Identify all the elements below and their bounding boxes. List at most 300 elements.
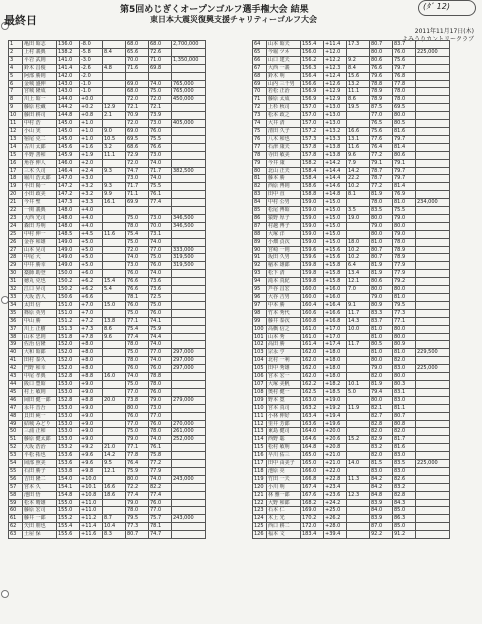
cell-score: +9.6 (80, 460, 103, 468)
cell-rank: 40 (9, 349, 23, 357)
cell-prize (416, 222, 450, 230)
cell-f2: 76.4 (126, 460, 149, 468)
cell-f1 (103, 270, 126, 278)
cell-rank: 86 (253, 214, 267, 222)
cell-f3: 83.0 (393, 467, 416, 475)
cell-score: +8.0 (80, 357, 103, 365)
table-row (253, 294, 450, 302)
cell-f1: 12.9 (103, 104, 126, 112)
cell-score: +18.5 (324, 388, 347, 396)
cell-f2: 69.0 (126, 80, 149, 88)
cell-f2: 72.0 (126, 96, 149, 104)
cell-total: 158.4 (301, 175, 324, 183)
cell-f1 (103, 207, 126, 215)
cell-name: 八木 和也 (267, 135, 301, 143)
cell-score: +13.8 (324, 151, 347, 159)
cell-name: 金城 盛伸 (23, 80, 57, 88)
cell-name: 岡田 健一郎 (23, 396, 57, 404)
cell-f3: 74.7 (149, 531, 172, 539)
cell-f1 (347, 420, 370, 428)
cell-rank: 102 (253, 341, 267, 349)
cell-prize (172, 483, 206, 491)
cell-total: 166.8 (301, 475, 324, 483)
cell-prize: 297,000 (172, 365, 206, 373)
cell-rank: 12 (9, 127, 23, 135)
table-row (253, 317, 450, 325)
cell-rank: 85 (253, 207, 267, 215)
cell-f1: 8.1 (347, 191, 370, 199)
cell-rank: 95 (253, 286, 267, 294)
cell-total: 158.2 (301, 159, 324, 167)
table-row (253, 270, 450, 278)
cell-name: 中村 伸一 (23, 230, 57, 238)
cell-f1: 20.0 (103, 396, 126, 404)
cell-f2: 80.7 (370, 254, 393, 262)
cell-f1: 2.1 (103, 112, 126, 120)
cell-name: 池原 亮 (267, 467, 301, 475)
cell-name: 小林 伸好 (267, 412, 301, 420)
cell-f3: 71.7 (149, 167, 172, 175)
cell-name: 平田 陽一 (23, 183, 57, 191)
table-row (9, 388, 206, 396)
cell-prize (416, 491, 450, 499)
cell-name: 亀田 昭志 (23, 41, 57, 49)
cell-f1: 11.7 (347, 309, 370, 317)
cell-rank: 104 (253, 357, 267, 365)
cell-name: 田村 泰久 (23, 357, 57, 365)
table-row (9, 452, 206, 460)
cell-f1 (347, 452, 370, 460)
cell-f1 (103, 507, 126, 515)
cell-f3: 74.1 (149, 317, 172, 325)
cell-name: 小川 明 (267, 483, 301, 491)
cell-rank: 76 (253, 135, 267, 143)
cell-rank: 96 (253, 294, 267, 302)
cell-f3: 76.6 (149, 143, 172, 151)
cell-score: +9.0 (80, 380, 103, 388)
cell-f2: 75.0 (126, 309, 149, 317)
cell-total: 161.0 (301, 333, 324, 341)
cell-total: 153.0 (57, 412, 80, 420)
table-row (253, 175, 450, 183)
results-table-left (8, 40, 206, 539)
cell-total: 159.8 (301, 262, 324, 270)
cell-prize (172, 388, 206, 396)
cell-prize (416, 64, 450, 72)
cell-f1: 15.0 (103, 301, 126, 309)
cell-f2: 75.0 (126, 214, 149, 222)
cell-score: +2.0 (80, 159, 103, 167)
cell-total: 148.0 (57, 222, 80, 230)
cell-rank: 2 (9, 48, 23, 56)
cell-rank: 21 (9, 199, 23, 207)
cell-f1: 7.9 (347, 159, 370, 167)
cell-name: 稲本 雄郎 (267, 262, 301, 270)
cell-rank: 100 (253, 325, 267, 333)
cell-rank: 80 (253, 167, 267, 175)
cell-total: 153.0 (57, 428, 80, 436)
cell-f1 (347, 428, 370, 436)
cell-f2: 76.6 (370, 64, 393, 72)
cell-f3: 81.0 (393, 199, 416, 207)
cell-score: +15.6 (324, 254, 347, 262)
cell-f3: 72.6 (149, 48, 172, 56)
cell-name: 村上 敏則 (23, 388, 57, 396)
cell-rank: 19 (9, 183, 23, 191)
cell-rank: 119 (253, 475, 267, 483)
cell-f2: 87.0 (370, 523, 393, 531)
cell-f1 (347, 483, 370, 491)
cell-rank: 91 (253, 254, 267, 262)
cell-rank: 107 (253, 380, 267, 388)
cell-prize: 2,700,000 (172, 41, 206, 49)
cell-f2: 78.9 (370, 96, 393, 104)
cell-total: 156.4 (301, 72, 324, 80)
cell-f3: 81.0 (393, 294, 416, 302)
cell-score: +20.8 (324, 444, 347, 452)
cell-name: 小田 政美 (23, 191, 57, 199)
cell-f1: 10.0 (347, 325, 370, 333)
cell-prize (172, 341, 206, 349)
cell-name: 大西 光司 (23, 214, 57, 222)
cell-prize (172, 135, 206, 143)
cell-f3: 78.8 (149, 373, 172, 381)
table-row (253, 341, 450, 349)
cell-score: +14.8 (324, 191, 347, 199)
cell-f3: 81.0 (393, 349, 416, 357)
cell-rank: 61 (9, 515, 23, 523)
cell-f3: 79.5 (393, 301, 416, 309)
table-row (253, 388, 450, 396)
cell-rank: 62 (9, 523, 23, 531)
table-row (253, 396, 450, 404)
cell-name: 中村 公男 (267, 199, 301, 207)
cell-f3: 83.0 (393, 365, 416, 373)
cell-score: +13.0 (324, 112, 347, 120)
cell-score: +9.2 (80, 444, 103, 452)
cell-rank: 38 (9, 333, 23, 341)
cell-name: 三浦 正和 (23, 428, 57, 436)
cell-f1 (103, 436, 126, 444)
cell-name: 中村 浩 (23, 120, 57, 128)
cell-score: +7.0 (80, 309, 103, 317)
cell-prize (416, 388, 450, 396)
cell-f1 (347, 349, 370, 357)
results-table-right (252, 40, 450, 539)
cell-rank: 7 (9, 88, 23, 96)
cell-rank: 22 (9, 207, 23, 215)
cell-score: +1.0 (80, 135, 103, 143)
cell-name: 宮本 久 (23, 483, 57, 491)
cell-f2: 81.9 (370, 191, 393, 199)
cell-f1: 9.3 (103, 167, 126, 175)
cell-f3: 83.5 (393, 460, 416, 468)
cell-f3: 81.1 (393, 404, 416, 412)
cell-name: 宿尾 克二 (23, 135, 57, 143)
cell-f2: 70.9 (126, 112, 149, 120)
table-row (9, 294, 206, 302)
cell-prize (416, 428, 450, 436)
cell-prize: 225,000 (416, 48, 450, 56)
cell-name: 石本 仁 (267, 507, 301, 515)
cell-f1 (103, 404, 126, 412)
table-row (253, 135, 450, 143)
cell-prize: 319,500 (172, 254, 206, 262)
table-row (253, 420, 450, 428)
cell-name: 阿部 勝則 (23, 72, 57, 80)
cell-f2: 81.0 (370, 333, 393, 341)
cell-score: +13.0 (324, 104, 347, 112)
cell-score: +13.8 (324, 143, 347, 151)
table-row (253, 404, 450, 412)
cell-name: 山口 建夫 (267, 56, 301, 64)
cell-total: 162.0 (301, 357, 324, 365)
table-row (9, 436, 206, 444)
table-row (253, 499, 450, 507)
cell-total: 141.0 (57, 56, 80, 64)
cell-name: 藤原 太成 (267, 96, 301, 104)
cell-f2: 83.0 (370, 467, 393, 475)
cell-f2: 82.0 (370, 373, 393, 381)
cell-prize (416, 80, 450, 88)
cell-name: 松本 政之 (267, 112, 301, 120)
cell-name: 西口 耕二 (267, 523, 301, 531)
cell-f3: 81.6 (393, 444, 416, 452)
cell-f2: 73.0 (126, 262, 149, 270)
cell-f1: 17.3 (347, 41, 370, 49)
cell-f3: 73.6 (149, 286, 172, 294)
cell-score: +1.6 (80, 143, 103, 151)
cell-score: +3.0 (80, 175, 103, 183)
cell-score: +15.8 (324, 270, 347, 278)
cell-f3: 76.8 (393, 72, 416, 80)
cell-rank: 54 (9, 460, 23, 468)
cell-f1: 9.9 (103, 191, 126, 199)
cell-prize (172, 175, 206, 183)
cell-name: 永井 晋吾 (23, 404, 57, 412)
cell-name: 林 雅一郎 (267, 491, 301, 499)
cell-total: 158.8 (301, 191, 324, 199)
cell-prize (416, 436, 450, 444)
table-row (9, 112, 206, 120)
cell-score: +22.8 (324, 475, 347, 483)
cell-name: 土屋 保 (23, 531, 57, 539)
cell-name: 篠原 英男 (23, 309, 57, 317)
cell-score: +13.0 (324, 120, 347, 128)
cell-f2: 76.0 (126, 365, 149, 373)
cell-prize: 252,000 (172, 436, 206, 444)
cell-f2: 78.0 (370, 199, 393, 207)
cell-total: 162.0 (301, 365, 324, 373)
cell-rank: 94 (253, 278, 267, 286)
cell-total: 153.8 (57, 467, 80, 475)
cell-f3: 82.0 (393, 428, 416, 436)
cell-total: 159.0 (301, 222, 324, 230)
cell-name: 早川 佑三 (267, 452, 301, 460)
cell-f3: 68.0 (149, 41, 172, 49)
cell-name: 太田 信 (23, 301, 57, 309)
cell-prize (416, 420, 450, 428)
cell-f1: 18.6 (103, 491, 126, 499)
table-row (9, 483, 206, 491)
cell-total: 149.0 (57, 262, 80, 270)
cell-prize: 382,500 (172, 167, 206, 175)
cell-name: 鈴木 昌俊 (23, 64, 57, 72)
cell-score: +20.6 (324, 436, 347, 444)
cell-f3: 80.0 (393, 373, 416, 381)
cell-f3: 74.0 (149, 436, 172, 444)
cell-name: 森田 寿明 (23, 222, 57, 230)
cell-prize (416, 515, 450, 523)
table-row (9, 499, 206, 507)
cell-f2: 77.0 (126, 388, 149, 396)
cell-total: 143.0 (57, 80, 80, 88)
cell-prize (172, 325, 206, 333)
cell-f3: 76.1 (149, 191, 172, 199)
cell-f1 (347, 396, 370, 404)
cell-f2: 76.6 (126, 286, 149, 294)
cell-f3: 83.0 (393, 396, 416, 404)
cell-total: 166.0 (301, 467, 324, 475)
cell-rank: 114 (253, 436, 267, 444)
cell-f3: 77.0 (149, 507, 172, 515)
table-row (253, 262, 450, 270)
cell-f2: 76.6 (126, 278, 149, 286)
cell-rank: 36 (9, 317, 23, 325)
cell-name: 今堀 ツネ (267, 48, 301, 56)
cell-score: +8.0 (80, 341, 103, 349)
cell-rank: 23 (9, 214, 23, 222)
cell-rank: 6 (9, 80, 23, 88)
cell-prize (416, 309, 450, 317)
cell-prize: 225,000 (416, 365, 450, 373)
table-row (9, 341, 206, 349)
cell-name: 大和 昭郎 (23, 349, 57, 357)
cell-f3: 77.9 (393, 270, 416, 278)
table-row (253, 127, 450, 135)
table-row (9, 191, 206, 199)
table-row (9, 56, 206, 64)
table-row (9, 507, 206, 515)
cell-prize: 346,500 (172, 222, 206, 230)
cell-name: 矢田 朋也 (23, 523, 57, 531)
cell-rank: 98 (253, 309, 267, 317)
cell-f1 (347, 444, 370, 452)
table-row (9, 151, 206, 159)
cell-prize (172, 460, 206, 468)
cell-total: 150.2 (57, 286, 80, 294)
table-row (9, 135, 206, 143)
cell-f3: 78.9 (393, 254, 416, 262)
cell-prize (416, 262, 450, 270)
cell-total: 152.0 (57, 365, 80, 373)
cell-name: 佐治 信隆 (23, 341, 57, 349)
cell-f2: 80.0 (370, 230, 393, 238)
cell-total: 145.0 (57, 120, 80, 128)
cell-rank: 112 (253, 420, 267, 428)
cell-name: 角谷 伸人 (23, 159, 57, 167)
cell-score: +16.4 (324, 301, 347, 309)
cell-prize (416, 523, 450, 531)
cell-f1: 8.6 (347, 96, 370, 104)
cell-name: 松村 敏明 (267, 444, 301, 452)
cell-total: 157.8 (301, 143, 324, 151)
cell-prize (416, 325, 450, 333)
cell-score: +6.2 (80, 286, 103, 294)
cell-f3: 72.1 (149, 104, 172, 112)
cell-f1 (347, 294, 370, 302)
cell-f2: 81.5 (370, 460, 393, 468)
cell-prize: 765,000 (172, 88, 206, 96)
cell-f3 (149, 207, 172, 215)
table-row (9, 175, 206, 183)
cell-total: 164.0 (301, 428, 324, 436)
cell-f2: 83.9 (370, 499, 393, 507)
cell-total: 168.2 (301, 499, 324, 507)
cell-f2 (126, 207, 149, 215)
stamp-text: (ﾀﾞ 12) (423, 2, 450, 11)
cell-f1: 10.5 (103, 135, 126, 143)
cell-rank: 37 (9, 325, 23, 333)
table-row (253, 151, 450, 159)
cell-rank: 56 (9, 475, 23, 483)
cell-total: 159.6 (301, 246, 324, 254)
cell-rank: 115 (253, 444, 267, 452)
cell-f3: 73.0 (149, 404, 172, 412)
cell-rank: 1 (9, 41, 23, 49)
cell-f2: 77.4 (126, 491, 149, 499)
table-row (253, 483, 450, 491)
cell-f3: 79.7 (393, 175, 416, 183)
cell-total: 155.0 (57, 507, 80, 515)
cell-prize: 234,000 (416, 199, 450, 207)
cell-f3: 73.0 (149, 120, 172, 128)
cell-rank: 10 (9, 112, 23, 120)
cell-f1: 10.2 (347, 254, 370, 262)
cell-total: 167.6 (301, 491, 324, 499)
table-row (253, 88, 450, 96)
table-row (253, 64, 450, 72)
table-row (253, 444, 450, 452)
cell-score: +0.8 (80, 112, 103, 120)
cell-prize (416, 143, 450, 151)
cell-f1: 14.3 (347, 317, 370, 325)
cell-prize (416, 317, 450, 325)
table-row (9, 317, 206, 325)
table-row (9, 373, 206, 381)
cell-f2: 79.1 (370, 159, 393, 167)
cell-rank: 29 (9, 262, 23, 270)
cell-f2: 75.0 (126, 428, 149, 436)
cell-f2: 75.0 (126, 238, 149, 246)
cell-rank: 82 (253, 183, 267, 191)
cell-f1 (347, 333, 370, 341)
cell-f3: 78.0 (393, 88, 416, 96)
table-row (253, 412, 450, 420)
cell-score: +20.0 (324, 428, 347, 436)
cell-f2: 79.4 (370, 388, 393, 396)
cell-f3: 77.2 (149, 460, 172, 468)
cell-name: 薬師 助登 (23, 270, 57, 278)
cell-f2: 77.2 (370, 183, 393, 191)
cell-f1 (347, 467, 370, 475)
cell-f2: 72.0 (126, 120, 149, 128)
cell-f1 (103, 349, 126, 357)
cell-rank: 81 (253, 175, 267, 183)
cell-prize (416, 112, 450, 120)
cell-f1: 9.6 (103, 333, 126, 341)
cell-total: 153.0 (57, 436, 80, 444)
